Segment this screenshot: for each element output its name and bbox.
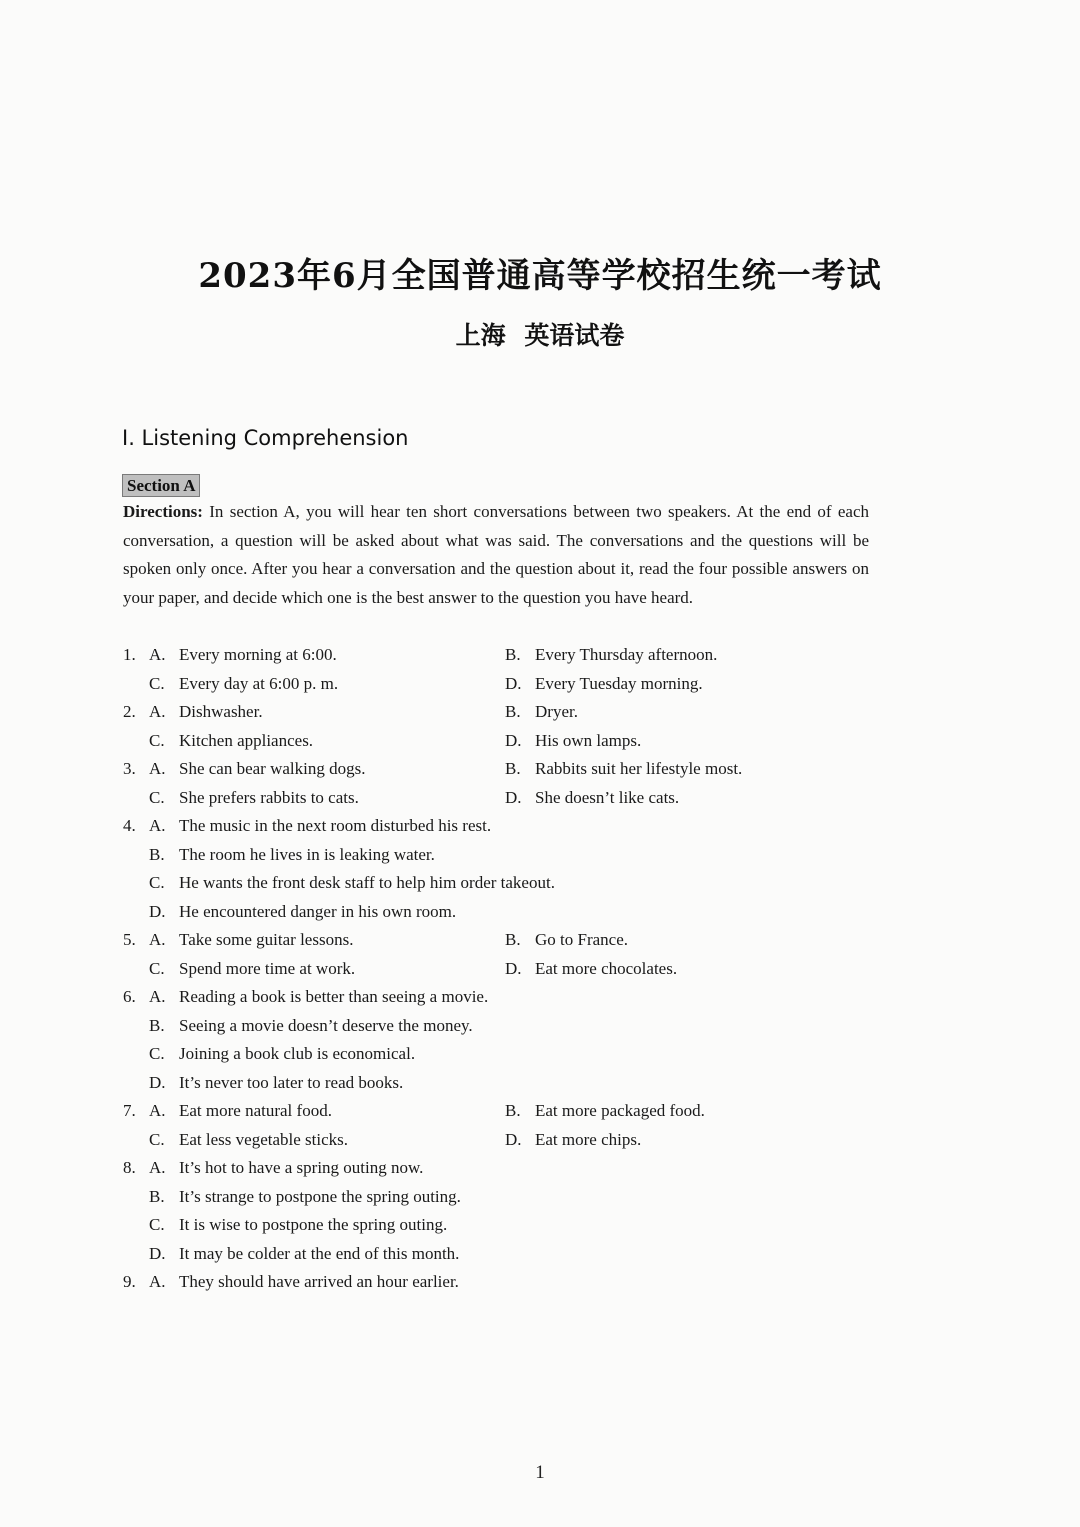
answer-option bbox=[149, 1183, 461, 1212]
answer-option bbox=[505, 727, 641, 756]
question-row bbox=[123, 670, 883, 699]
option-text: The music in the next room disturbed his rest. bbox=[179, 816, 492, 835]
option-text: The room he lives in is leaking water. bbox=[179, 844, 435, 864]
question-row bbox=[123, 1126, 883, 1155]
option-letter: B. bbox=[505, 930, 521, 949]
question-row bbox=[123, 1012, 883, 1041]
question-list bbox=[123, 641, 883, 1297]
option-text: Go to France. bbox=[535, 930, 629, 949]
answer-option bbox=[149, 755, 365, 784]
option-text: It is wise to postpone the spring outing. bbox=[179, 1215, 448, 1234]
option-text: Reading a book is better than seeing a movie. bbox=[179, 987, 489, 1006]
question-row bbox=[123, 727, 883, 756]
question-row bbox=[123, 1069, 883, 1098]
question-row bbox=[123, 1268, 883, 1297]
answer-option bbox=[149, 784, 359, 813]
option-letter: D. bbox=[149, 901, 166, 921]
option-text: Kitchen appliances. bbox=[179, 730, 314, 750]
option-text: It’s hot to have a spring outing now. bbox=[179, 1158, 424, 1177]
answer-option bbox=[149, 1240, 459, 1269]
option-letter: A. bbox=[149, 702, 166, 721]
question-row bbox=[123, 1097, 883, 1126]
answer-option bbox=[149, 1154, 423, 1183]
answer-option bbox=[149, 1012, 473, 1041]
answer-option bbox=[505, 784, 679, 813]
answer-option bbox=[149, 1211, 447, 1240]
option-letter: A. bbox=[149, 930, 166, 949]
question-row bbox=[123, 898, 883, 927]
answer-option bbox=[505, 755, 742, 784]
option-letter: A. bbox=[149, 1158, 166, 1177]
option-text: Eat less vegetable sticks. bbox=[179, 1129, 349, 1149]
option-letter: D. bbox=[505, 673, 522, 693]
answer-option bbox=[505, 1097, 705, 1126]
option-letter: A. bbox=[149, 1272, 166, 1291]
question-row bbox=[123, 1240, 883, 1269]
option-letter: D. bbox=[505, 730, 522, 750]
option-letter: D. bbox=[505, 958, 522, 978]
option-letter: A. bbox=[149, 1101, 166, 1120]
question-row bbox=[123, 869, 883, 898]
question-row bbox=[123, 926, 883, 955]
option-letter: C. bbox=[149, 1215, 165, 1234]
question-number: 6. bbox=[123, 987, 136, 1006]
answer-option bbox=[149, 898, 456, 927]
option-text: It’s never too later to read books. bbox=[179, 1072, 404, 1092]
option-text: Every Thursday afternoon. bbox=[535, 645, 718, 664]
section-tag: Section A bbox=[122, 474, 200, 497]
option-letter: B. bbox=[149, 1015, 165, 1035]
option-text: Every Tuesday morning. bbox=[535, 673, 703, 693]
answer-option bbox=[149, 812, 491, 841]
option-letter: D. bbox=[149, 1243, 166, 1263]
option-text: Spend more time at work. bbox=[179, 958, 356, 978]
answer-option bbox=[149, 670, 338, 699]
option-text: Eat more natural food. bbox=[179, 1101, 332, 1120]
answer-option bbox=[149, 1040, 415, 1069]
option-letter: D. bbox=[149, 1072, 166, 1092]
option-text: Dishwasher. bbox=[179, 702, 263, 721]
option-letter: C. bbox=[149, 730, 165, 750]
question-row bbox=[123, 955, 883, 984]
option-letter: A. bbox=[149, 987, 166, 1006]
answer-option bbox=[149, 727, 313, 756]
question-row bbox=[123, 983, 883, 1012]
answer-option bbox=[505, 698, 578, 727]
option-text: It’s strange to postpone the spring outing. bbox=[179, 1186, 461, 1206]
option-text: He wants the front desk staff to help him order takeout. bbox=[179, 873, 555, 892]
option-text: It may be colder at the end of this month. bbox=[179, 1243, 460, 1263]
option-text: Take some guitar lessons. bbox=[179, 930, 354, 949]
answer-option bbox=[505, 926, 628, 955]
answer-option bbox=[149, 1126, 348, 1155]
option-letter: B. bbox=[505, 702, 521, 721]
question-number: 1. bbox=[123, 645, 136, 664]
answer-option bbox=[505, 641, 717, 670]
directions bbox=[123, 498, 869, 612]
answer-option bbox=[505, 955, 677, 984]
question-number: 2. bbox=[123, 702, 136, 721]
answer-option bbox=[149, 983, 488, 1012]
directions-label: Directions: bbox=[123, 502, 203, 521]
part-heading: I. Listening Comprehension bbox=[122, 426, 409, 450]
question-number: 9. bbox=[123, 1272, 136, 1291]
option-text: Every day at 6:00 p. m. bbox=[179, 673, 339, 693]
option-letter: C. bbox=[149, 673, 165, 693]
answer-option bbox=[149, 869, 555, 898]
option-letter: A. bbox=[149, 816, 166, 835]
directions-text: In section A, you will hear ten short conversations between two speakers. At the end of each conversation, a question will be asked about what was said. The conversations and the questions will be spoken only once. After you hear a conversation and the question about it, read the four possible answers on your paper, and decide which one is the best answer to the question you have heard. bbox=[123, 502, 870, 607]
question-row bbox=[123, 1040, 883, 1069]
option-text: She can bear walking dogs. bbox=[179, 759, 366, 778]
option-text: Seeing a movie doesn’t deserve the money. bbox=[179, 1015, 473, 1035]
question-row bbox=[123, 1211, 883, 1240]
option-letter: C. bbox=[149, 787, 165, 807]
option-letter: B. bbox=[149, 1186, 165, 1206]
question-number: 3. bbox=[123, 759, 136, 778]
option-text: Every morning at 6:00. bbox=[179, 645, 337, 664]
question-number: 4. bbox=[123, 816, 136, 835]
answer-option bbox=[149, 698, 263, 727]
option-letter: A. bbox=[149, 759, 166, 778]
page-number: 1 bbox=[535, 1462, 545, 1483]
option-letter: B. bbox=[505, 759, 521, 778]
question-row bbox=[123, 1183, 883, 1212]
option-letter: B. bbox=[505, 645, 521, 664]
answer-option bbox=[149, 1268, 459, 1297]
answer-option bbox=[149, 1069, 403, 1098]
answer-option bbox=[505, 670, 703, 699]
answer-option bbox=[505, 1126, 641, 1155]
answer-option bbox=[149, 926, 353, 955]
option-letter: D. bbox=[505, 1129, 522, 1149]
question-row bbox=[123, 698, 883, 727]
option-letter: C. bbox=[149, 1129, 165, 1149]
option-text: Eat more chips. bbox=[535, 1129, 642, 1149]
option-text: She prefers rabbits to cats. bbox=[179, 787, 359, 807]
exam-title: 2023年6月全国普通高等学校招生统一考试 bbox=[198, 256, 882, 296]
option-letter: C. bbox=[149, 873, 165, 892]
answer-option bbox=[149, 841, 435, 870]
question-row bbox=[123, 812, 883, 841]
question-row bbox=[123, 641, 883, 670]
option-letter: A. bbox=[149, 645, 166, 664]
answer-option bbox=[149, 955, 355, 984]
option-text: Rabbits suit her lifestyle most. bbox=[535, 759, 743, 778]
answer-option bbox=[149, 1097, 332, 1126]
question-row bbox=[123, 841, 883, 870]
question-row bbox=[123, 755, 883, 784]
question-number: 7. bbox=[123, 1101, 136, 1120]
question-row bbox=[123, 1154, 883, 1183]
option-text: Eat more packaged food. bbox=[535, 1101, 705, 1120]
exam-subtitle: 上海 英语试卷 bbox=[455, 321, 625, 350]
question-number: 5. bbox=[123, 930, 136, 949]
option-text: He encountered danger in his own room. bbox=[179, 901, 457, 921]
question-number: 8. bbox=[123, 1158, 136, 1177]
question-row bbox=[123, 784, 883, 813]
option-letter: D. bbox=[505, 787, 522, 807]
option-text: They should have arrived an hour earlier. bbox=[179, 1272, 459, 1291]
option-text: Dryer. bbox=[535, 702, 578, 721]
answer-option bbox=[149, 641, 337, 670]
option-letter: C. bbox=[149, 1044, 165, 1063]
option-letter: C. bbox=[149, 958, 165, 978]
option-text: She doesn’t like cats. bbox=[535, 787, 680, 807]
option-letter: B. bbox=[505, 1101, 521, 1120]
option-text: Eat more chocolates. bbox=[535, 958, 678, 978]
option-text: His own lamps. bbox=[535, 730, 642, 750]
option-text: Joining a book club is economical. bbox=[179, 1044, 416, 1063]
option-letter: B. bbox=[149, 844, 165, 864]
